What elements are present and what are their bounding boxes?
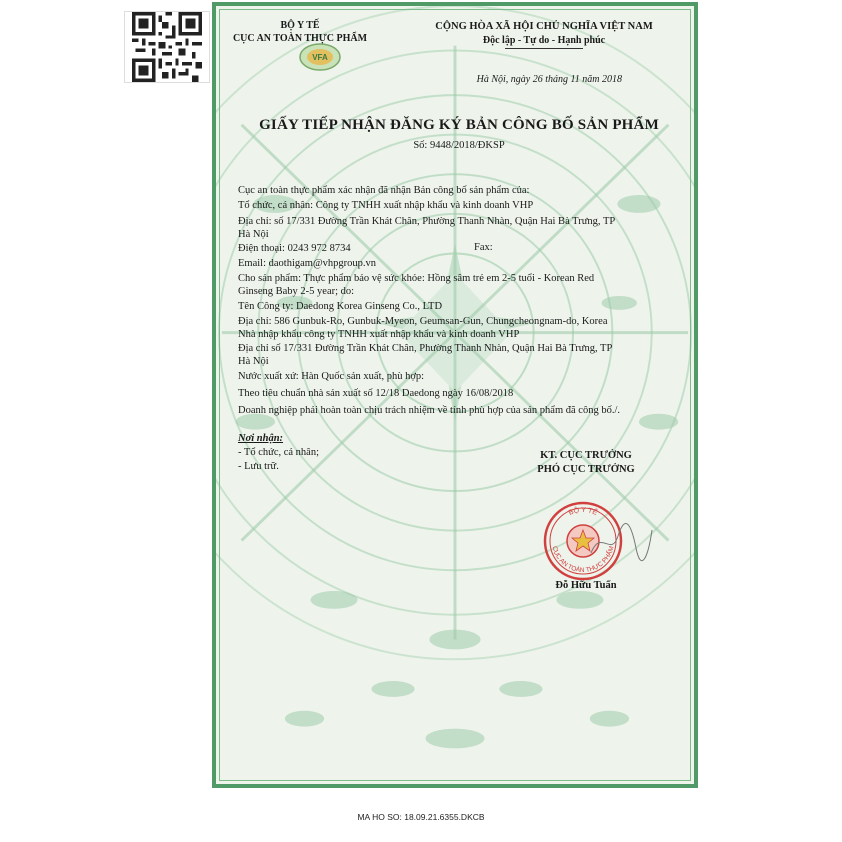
agency-name: CỤC AN TOÀN THỰC PHẨM — [232, 33, 368, 44]
body-line: Theo tiêu chuẩn nhà sản xuất số 12/18 Daedong ngày 16/08/2018 — [238, 388, 514, 399]
issue-date: Hà Nội, ngày 26 tháng 11 năm 2018 — [476, 74, 622, 85]
document-title: GIẤY TIẾP NHẬN ĐĂNG KÝ BẢN CÔNG BỐ SẢN PHẨM — [259, 117, 659, 133]
recipients-heading: Nơi nhận: — [238, 433, 284, 444]
body-line: Nhà nhập khẩu công ty TNHH xuất nhập khẩu và kinh doanh VHP — [238, 329, 520, 340]
recipient-item: - Lưu trữ. — [238, 461, 279, 472]
body-line: Địa chỉ số 17/331 Đường Trần Khát Chân, Phường Thanh Nhàn, Quận Hai Bà Trưng, TP — [238, 343, 613, 354]
body-line: Nước xuất xứ: Hàn Quốc sản xuất, phù hợp: — [238, 371, 425, 382]
body-line: Địa chỉ: số 17/331 Đường Trần Khát Chân, Phường Thanh Nhàn, Quận Hai Bà Trưng, TP — [238, 216, 616, 227]
body-line: Địa chỉ: 586 Gunbuk-Ro, Gunbuk-Myeon, Geumsan-Gun, Chungcheongnam-do, Korea — [238, 316, 608, 327]
body-line: Hà Nội — [238, 229, 269, 240]
body-line: Ginseng Baby 2-5 year; do: — [238, 286, 355, 297]
body-line: Điện thoại: 0243 972 8734 — [238, 243, 351, 254]
svg-text:BỘ Y TẾ: BỘ Y TẾ — [567, 506, 599, 517]
signature-scribble — [586, 518, 656, 568]
signer-title-2: PHÓ CỤC TRƯỞNG — [537, 464, 635, 475]
body-line: Email: daothigam@vhpgroup.vn — [238, 258, 376, 269]
signer-name: Đỗ Hữu Tuấn — [555, 580, 617, 591]
motto-underline — [505, 48, 583, 49]
body-line: Tổ chức, cá nhân: Công ty TNHH xuất nhập khẩu và kinh doanh VHP — [238, 200, 534, 211]
body-line: Hà Nội — [238, 356, 269, 367]
document-number: Số: 9448/2018/ĐKSP — [413, 140, 505, 151]
certificate-document — [212, 2, 698, 788]
vfa-logo — [295, 42, 345, 72]
qr-code — [124, 11, 210, 83]
body-line: Cục an toàn thực phẩm xác nhận đã nhận Bản công bố sản phẩm của: — [238, 185, 530, 196]
body-line: Doanh nghiệp phải hoàn toàn chịu trách nhiệm về tính phù hợp của sản phẩm đã công bố./. — [238, 405, 620, 416]
fax-label: Fax: — [474, 242, 493, 253]
republic-name: CỘNG HÒA XÃ HỘI CHỦ NGHĨA VIỆT NAM — [435, 21, 653, 32]
body-line: Cho sản phẩm: Thực phẩm bảo vệ sức khỏe: Hồng sâm trẻ em 2-5 tuổi - Korean Red — [238, 273, 595, 284]
body-line: Tên Công ty: Daedong Korea Ginseng Co., LTD — [238, 301, 443, 312]
national-motto: Độc lập - Tự do - Hạnh phúc — [482, 35, 606, 46]
ministry-name: BỘ Y TẾ — [280, 20, 320, 31]
dossier-code: MA HO SO: 18.09.21.6355.DKCB — [357, 812, 485, 822]
logo-text: VFA — [312, 53, 328, 62]
svg-text:CỤC AN TOÀN THỰC PHẨM: CỤC AN TOÀN THỰC PHẨM — [550, 545, 616, 575]
recipient-item: - Tổ chức, cá nhân; — [238, 447, 320, 458]
signer-title-1: KT. CỤC TRƯỞNG — [540, 450, 632, 461]
